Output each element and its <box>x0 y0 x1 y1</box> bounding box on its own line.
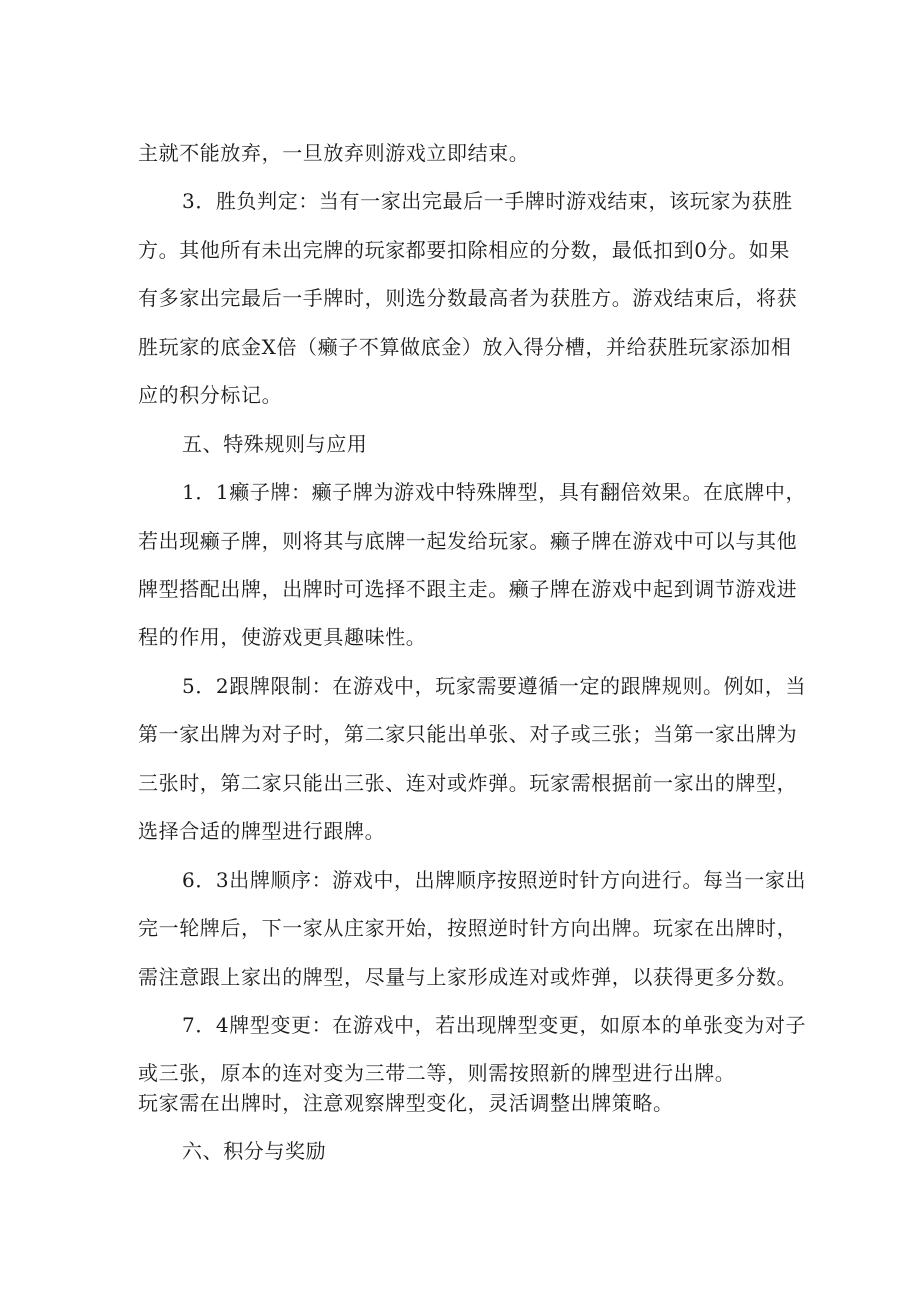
paragraph-line: 玩家需在出牌时，注意观察牌型变化，灵活调整出牌策略。 <box>138 1091 674 1115</box>
paragraph-line: 需注意跟上家出的牌型，尽量与上家形成连对或炸弹，以获得更多分数。 <box>138 965 798 989</box>
paragraph-line: 第一家出牌为对子时，第二家只能出单张、对子或三张；当第一家出牌为 <box>138 722 798 746</box>
rule-6-play-order-line: 6．3出牌顺序：游戏中，出牌顺序按照逆时针方向进行。每当一家出 <box>182 868 807 892</box>
section-heading-five: 五、特殊规则与应用 <box>182 432 368 456</box>
rule-7-type-change-line: 7．4牌型变更：在游戏中，若出现牌型变更，如原本的单张变为对子 <box>182 1013 807 1037</box>
paragraph-line: 三张时，第二家只能出三张、连对或炸弹。玩家需根据前一家出的牌型， <box>138 771 798 795</box>
paragraph-line: 胜玩家的底金X倍（癞子不算做底金）放入得分槽，并给获胜玩家添加相 <box>138 335 792 359</box>
paragraph-line: 或三张，原本的连对变为三带二等，则需按照新的牌型进行出牌。 <box>138 1061 736 1085</box>
paragraph-line: 选择合适的牌型进行跟牌。 <box>138 819 386 843</box>
paragraph-line: 完一轮牌后，下一家从庄家开始，按照逆时针方向出牌。玩家在出牌时， <box>138 916 798 940</box>
paragraph-continuation-line: 主就不能放弃，一旦放弃则游戏立即结束。 <box>138 141 530 165</box>
paragraph-line: 应的积分标记。 <box>138 383 283 407</box>
rule-1-wildcard-line: 1．1癞子牌：癞子牌为游戏中特殊牌型，具有翻倍效果。在底牌中， <box>182 480 807 504</box>
section-3-win-rule-line: 3．胜负判定：当有一家出完最后一手牌时游戏结束，该玩家为获胜 <box>182 189 793 213</box>
paragraph-line: 若出现癞子牌，则将其与底牌一起发给玩家。癞子牌在游戏中可以与其他 <box>138 529 798 553</box>
paragraph-line: 程的作用，使游戏更具趣味性。 <box>138 625 427 649</box>
rule-5-follow-limit-line: 5．2跟牌限制：在游戏中，玩家需要遵循一定的跟牌规则。例如，当 <box>182 674 807 698</box>
paragraph-line: 有多家出完最后一手牌时，则选分数最高者为获胜方。游戏结束后，将获 <box>138 286 798 310</box>
paragraph-line: 方。其他所有未出完牌的玩家都要扣除相应的分数，最低扣到0分。如果 <box>138 238 790 262</box>
section-heading-six: 六、积分与奖励 <box>182 1139 327 1163</box>
paragraph-line: 牌型搭配出牌，出牌时可选择不跟主走。癞子牌在游戏中起到调节游戏进 <box>138 577 798 601</box>
